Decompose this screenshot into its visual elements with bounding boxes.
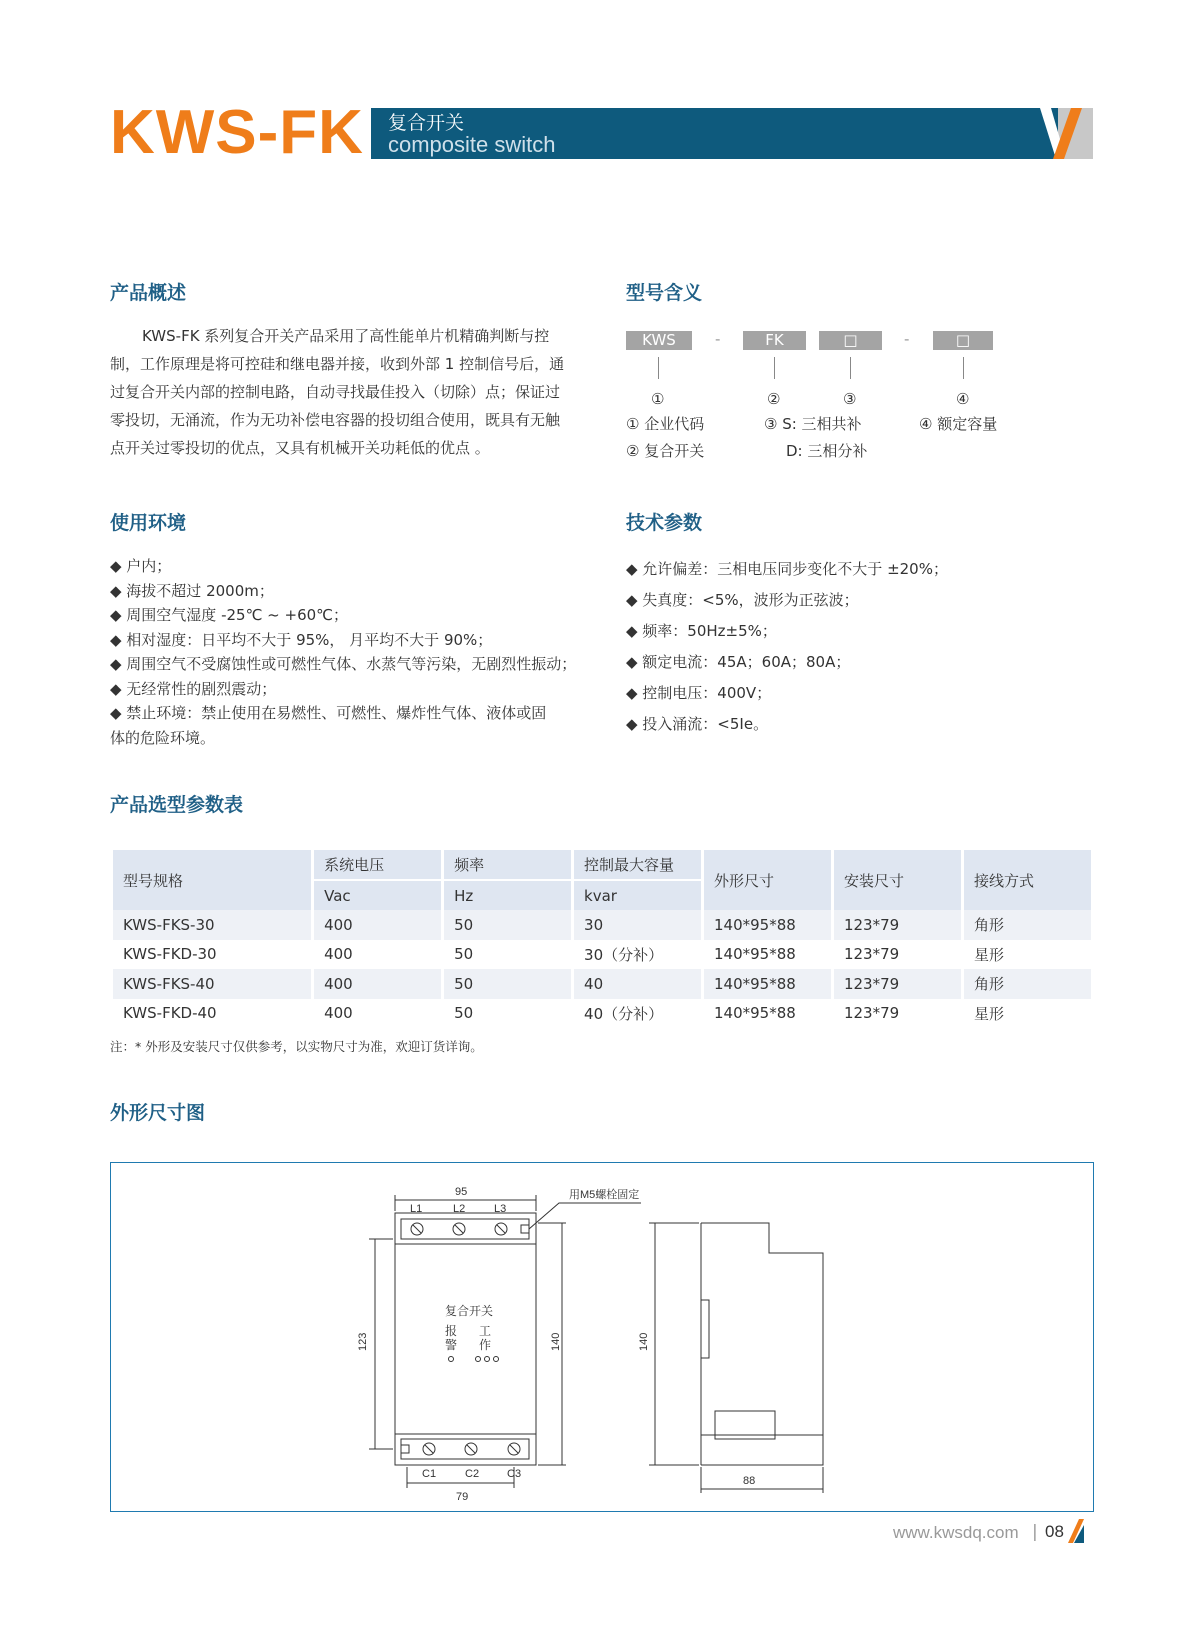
overview-line: 制，工作原理是将可控硅和继电器并接，收到外部 1 控制信号后，通 bbox=[110, 355, 565, 373]
cell: 星形 bbox=[973, 1004, 1004, 1023]
cell: 40 bbox=[574, 969, 701, 999]
dim-label-79: 79 bbox=[456, 1491, 469, 1503]
cell: 400 bbox=[324, 1004, 353, 1023]
overview-line: KWS-FK 系列复合开关产品采用了高性能单片机精确判断与控 bbox=[142, 327, 550, 345]
cell: 50 bbox=[444, 910, 571, 940]
drawing-frame bbox=[110, 1162, 1094, 1512]
terminal-l2: L2 bbox=[453, 1203, 466, 1215]
model-connector bbox=[963, 357, 964, 379]
table-row bbox=[113, 969, 1091, 999]
terminal-l1: L1 bbox=[410, 1203, 423, 1215]
model-connector bbox=[658, 357, 659, 379]
cell: 角形 bbox=[964, 969, 1091, 999]
footer-url: www.kwsdq.com bbox=[893, 1523, 1019, 1542]
table-note: 注：* 外形及安装尺寸仅供参考，以实物尺寸为准，欢迎订货详询。 bbox=[110, 1039, 483, 1054]
selection-table bbox=[110, 850, 1094, 1028]
table-row bbox=[113, 999, 1091, 1029]
page-number: 08 bbox=[1045, 1522, 1064, 1541]
environment-item: ◆ 周围空气不受腐蚀性或可燃性气体、水蒸气等污染，无剧烈性振动； bbox=[110, 655, 577, 673]
work-label: 作 bbox=[479, 1338, 492, 1352]
model-desc-3b: D: 三相分补 bbox=[786, 442, 868, 460]
tech-item: ◆ 失真度：<5%，波形为正弦波； bbox=[626, 591, 859, 609]
th-voltage: 系统电压 bbox=[314, 850, 441, 879]
th-mount-size: 安装尺寸 bbox=[834, 850, 961, 910]
cell: KWS-FKD-30 bbox=[123, 945, 217, 964]
cell: 123*79 bbox=[843, 945, 900, 964]
th-dimensions: 外形尺寸 bbox=[704, 850, 831, 910]
th-model: 型号规格 bbox=[113, 850, 311, 910]
model-connector bbox=[774, 357, 775, 379]
cell: 50 bbox=[444, 969, 571, 999]
cell: 123*79 bbox=[834, 910, 961, 940]
cell: KWS-FKD-40 bbox=[123, 1004, 217, 1023]
th-unit-kvar: kvar bbox=[574, 879, 701, 910]
overview-line: 过复合开关内部的控制电路，自动寻找最佳投入（切除）点；保证过 bbox=[110, 383, 561, 401]
model-dash: - bbox=[715, 330, 721, 348]
environment-item: ◆ 禁止环境：禁止使用在易燃性、可燃性、爆炸性气体、液体或固 bbox=[110, 704, 547, 722]
th-capacity: 控制最大容量 bbox=[574, 850, 701, 879]
model-heading: 型号含义 bbox=[626, 282, 703, 304]
cell: 140*95*88 bbox=[704, 910, 831, 940]
environment-item: ◆ 周围空气湿度 -25℃ ~ +60℃； bbox=[110, 606, 349, 624]
cell: 140*95*88 bbox=[704, 969, 831, 999]
tech-heading: 技术参数 bbox=[626, 512, 703, 534]
environment-item: 体的危险环境。 bbox=[110, 728, 216, 747]
dim-label-side-140: 140 bbox=[638, 1332, 650, 1351]
alarm-label: 报 bbox=[445, 1324, 458, 1338]
tech-item: ◆ 投入涌流：<5Ie。 bbox=[626, 715, 769, 733]
table-row bbox=[113, 910, 1091, 940]
model-box-fk: FK bbox=[743, 331, 806, 350]
cell: KWS-FKS-40 bbox=[113, 969, 311, 999]
model-box-3: □ bbox=[819, 331, 882, 350]
cell: 40（分补） bbox=[584, 1004, 664, 1023]
terminal-l3: L3 bbox=[494, 1203, 507, 1215]
tech-item: ◆ 频率：50Hz±5%； bbox=[626, 622, 777, 640]
overview-line: 零投切，无涌流，作为无功补偿电容器的投切组合使用，既具有无触 bbox=[110, 411, 561, 429]
dim-label-88: 88 bbox=[743, 1475, 756, 1487]
model-num-1: ① bbox=[651, 390, 665, 408]
cell: 400 bbox=[314, 910, 441, 940]
cell: 123*79 bbox=[843, 1004, 900, 1023]
model-desc-4: ④ 额定容量 bbox=[919, 415, 998, 433]
model-connector bbox=[850, 357, 851, 379]
banner-subtitle-en: composite switch bbox=[388, 132, 556, 157]
footer-logo-icon bbox=[1068, 1519, 1084, 1543]
model-num-4: ④ bbox=[956, 390, 970, 408]
model-num-2: ② bbox=[767, 390, 781, 408]
th-frequency: 频率 bbox=[444, 850, 571, 879]
brand-logo-icon bbox=[1040, 108, 1082, 159]
overview-heading: 产品概述 bbox=[110, 282, 187, 304]
cell: 123*79 bbox=[834, 969, 961, 999]
cell: 140*95*88 bbox=[714, 945, 796, 964]
th-wiring: 接线方式 bbox=[964, 850, 1091, 910]
model-dash: - bbox=[904, 330, 910, 348]
banner-subtitle-cn: 复合开关 bbox=[388, 112, 465, 134]
tech-item: ◆ 允许偏差：三相电压同步变化不大于 ±20%； bbox=[626, 560, 948, 578]
dim-label-140: 140 bbox=[550, 1332, 562, 1351]
environment-heading: 使用环境 bbox=[110, 512, 187, 534]
environment-item: ◆ 海拔不超过 2000m； bbox=[110, 581, 274, 600]
th-unit-vac: Vac bbox=[314, 879, 441, 910]
terminal-c1: C1 bbox=[422, 1468, 437, 1480]
environment-list bbox=[110, 554, 600, 750]
cell: 140*95*88 bbox=[714, 1004, 796, 1023]
dim-label-123: 123 bbox=[357, 1332, 369, 1351]
model-desc-2: ② 复合开关 bbox=[626, 442, 705, 460]
cell: KWS-FKS-30 bbox=[113, 910, 311, 940]
cell: 50 bbox=[454, 1004, 474, 1023]
terminal-c2: C2 bbox=[465, 1468, 480, 1480]
cell: 30 bbox=[574, 910, 701, 940]
tech-item: ◆ 控制电压：400V； bbox=[626, 684, 772, 702]
device-label: 复合开关 bbox=[445, 1304, 494, 1318]
tech-item: ◆ 额定电流：45A；60A；80A； bbox=[626, 653, 851, 671]
model-box-4: □ bbox=[933, 331, 993, 350]
cell: 星形 bbox=[973, 945, 1004, 964]
environment-item: ◆ 户内； bbox=[110, 557, 172, 575]
cell: 50 bbox=[454, 945, 474, 964]
dim-label-95: 95 bbox=[455, 1186, 468, 1198]
cell: 角形 bbox=[964, 910, 1091, 940]
terminal-c3: C3 bbox=[507, 1468, 522, 1480]
bolt-note: 用M5螺栓固定 bbox=[569, 1189, 640, 1201]
model-desc-1: ① 企业代码 bbox=[626, 415, 705, 433]
cell: 30（分补） bbox=[584, 945, 664, 964]
selection-heading: 产品选型参数表 bbox=[110, 794, 244, 816]
page-title: KWS-FK bbox=[110, 98, 364, 167]
work-label: 工 bbox=[479, 1324, 492, 1338]
th-unit-hz: Hz bbox=[444, 879, 571, 910]
cell: 400 bbox=[324, 945, 353, 964]
cell: 400 bbox=[314, 969, 441, 999]
model-box-kws: KWS bbox=[626, 331, 692, 350]
drawing-heading: 外形尺寸图 bbox=[110, 1102, 206, 1124]
overview-line: 点开关过零投切的优点，又具有机械开关功耗低的优点 。 bbox=[110, 439, 490, 457]
alarm-label: 警 bbox=[445, 1338, 458, 1352]
environment-item: ◆ 相对湿度：日平均不大于 95%， 月平均不大于 90%； bbox=[110, 630, 493, 649]
environment-item: ◆ 无经常性的剧烈震动； bbox=[110, 679, 277, 698]
footer-separator: | bbox=[1032, 1522, 1038, 1542]
overview-text bbox=[110, 322, 590, 462]
table-row bbox=[113, 940, 1091, 970]
model-desc-3a: ③ S: 三相共补 bbox=[764, 415, 862, 433]
model-num-3: ③ bbox=[843, 390, 857, 408]
tech-list bbox=[626, 554, 1086, 740]
